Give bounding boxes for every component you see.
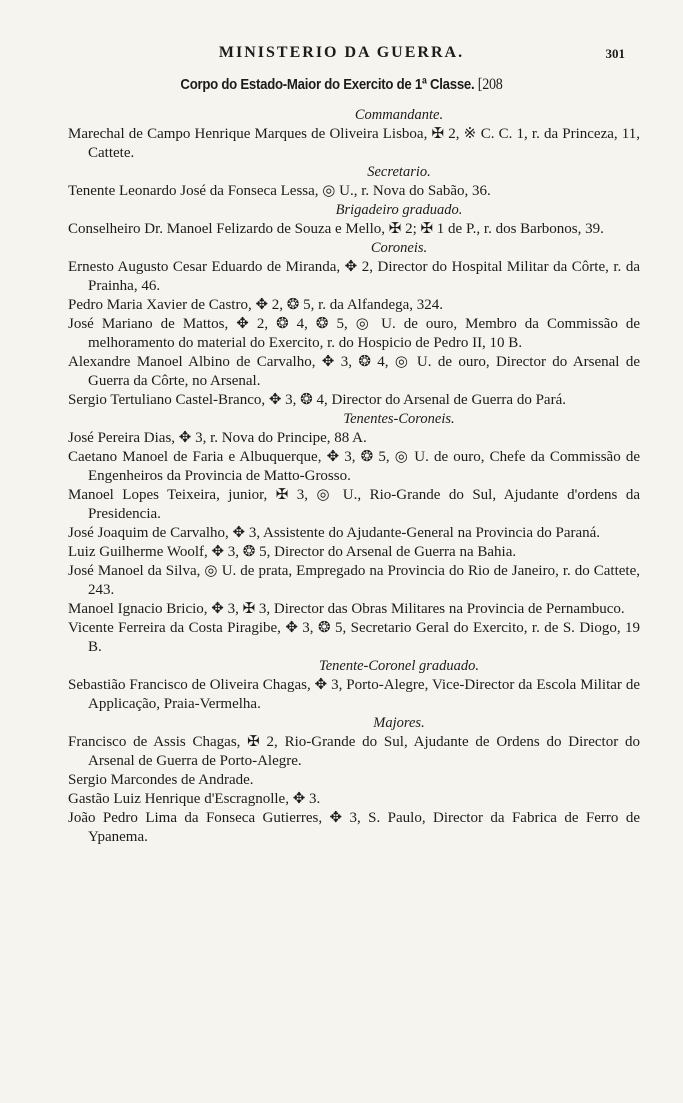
roster-entry: Luiz Guilherme Woolf, ✥ 3, ❂ 5, Director do Arsenal de Guerra na Bahia.: [68, 544, 517, 560]
corps-heading-text: Corpo do Estado-Maior do Exercito de 1ª Classe.: [180, 76, 475, 93]
roster-entry: Vicente Ferreira da Costa Piragibe, ✥ 3, ❂ 5, Secretario Geral do Exercito, r. de S. Diogo, 19 B.: [68, 620, 640, 655]
corps-heading-bracket: [208: [477, 76, 503, 93]
roster-entry: Gastão Luiz Henrique d'Escragnolle, ✥ 3.: [68, 791, 321, 807]
roster-entry: José Manoel da Silva, ◎ U. de prata, Empregado na Provincia do Rio de Janeiro, r. do Cattete, 243.: [68, 563, 640, 598]
roster-entry: Caetano Manoel de Faria e Albuquerque, ✥ 3, ❂ 5, ◎ U. de ouro, Chefe da Commissão de Engenheiros da Provincia de Matto-Grosso.: [68, 449, 640, 484]
ministry-title: MINISTERIO DA GUERRA.: [218, 44, 465, 61]
section-title: Brigadeiro graduado.: [335, 202, 463, 218]
roster-entry: Manoel Lopes Teixeira, junior, ✠ 3, ◎ U., Rio-Grande do Sul, Ajudante d'ordens da Presidencia.: [68, 487, 640, 522]
running-head: [0, 44, 683, 68]
section-title: Tenentes-Coroneis.: [343, 411, 455, 427]
roster-entry: Sergio Marcondes de Andrade.: [68, 772, 254, 788]
section-title: Commandante.: [354, 107, 444, 123]
roster-entry: Conselheiro Dr. Manoel Felizardo de Souza e Mello, ✠ 2; ✠ 1 de P., r. dos Barbonos, 39.: [68, 221, 604, 237]
roster-entry: José Joaquim de Carvalho, ✥ 3, Assistente do Ajudante-General na Provincia do Paraná.: [68, 525, 601, 541]
roster-entry: José Mariano de Mattos, ✥ 2, ❂ 4, ❂ 5, ◎ U. de ouro, Membro da Commissão de melhoramento do material do Exercito, r. do Hospicio de Pedro II, 10 B.: [68, 316, 640, 351]
roster-entry: Sergio Tertuliano Castel-Branco, ✥ 3, ❂ 4, Director do Arsenal de Guerra do Pará.: [68, 392, 566, 408]
roster-entry: Ernesto Augusto Cesar Eduardo de Miranda, ✥ 2, Director do Hospital Militar da Côrte, r. da Prainha, 46.: [68, 259, 640, 294]
corps-heading: [41, 76, 642, 94]
roster-entry: Alexandre Manoel Albino de Carvalho, ✥ 3, ❂ 4, ◎ U. de ouro, Director do Arsenal de Guerra da Côrte, no Arsenal.: [68, 354, 640, 389]
page-number: 301: [605, 46, 625, 61]
section-title: Coroneis.: [370, 240, 428, 256]
roster-entry: Francisco de Assis Chagas, ✠ 2, Rio-Grande do Sul, Ajudante de Ordens do Director do Arsenal de Guerra de Porto-Alegre.: [68, 734, 640, 769]
roster-entry: Manoel Ignacio Bricio, ✥ 3, ✠ 3, Director das Obras Militares na Provincia de Pernambuco.: [68, 601, 625, 617]
roster-entry: Sebastião Francisco de Oliveira Chagas, ✥ 3, Porto-Alegre, Vice-Director da Escola Militar de Applicação, Praia-Vermelha.: [68, 677, 640, 712]
roster-entry: José Pereira Dias, ✥ 3, r. Nova do Principe, 88 A.: [68, 430, 367, 446]
section-title: Secretario.: [367, 164, 431, 180]
roster-content: [68, 106, 640, 847]
roster-entry: João Pedro Lima da Fonseca Gutierres, ✥ 3, S. Paulo, Director da Fabrica de Ferro de Ypanema.: [68, 810, 640, 845]
section-title: Majores.: [373, 715, 425, 731]
roster-entry: Pedro Maria Xavier de Castro, ✥ 2, ❂ 5, r. da Alfandega, 324.: [68, 297, 444, 313]
section-title: Tenente-Coronel graduado.: [318, 658, 480, 674]
roster-entry: Tenente Leonardo José da Fonseca Lessa, ◎ U., r. Nova do Sabão, 36.: [68, 183, 491, 199]
roster-entry: Marechal de Campo Henrique Marques de Oliveira Lisboa, ✠ 2, ※ C. C. 1, r. da Princeza, 11, Cattete.: [68, 126, 640, 161]
